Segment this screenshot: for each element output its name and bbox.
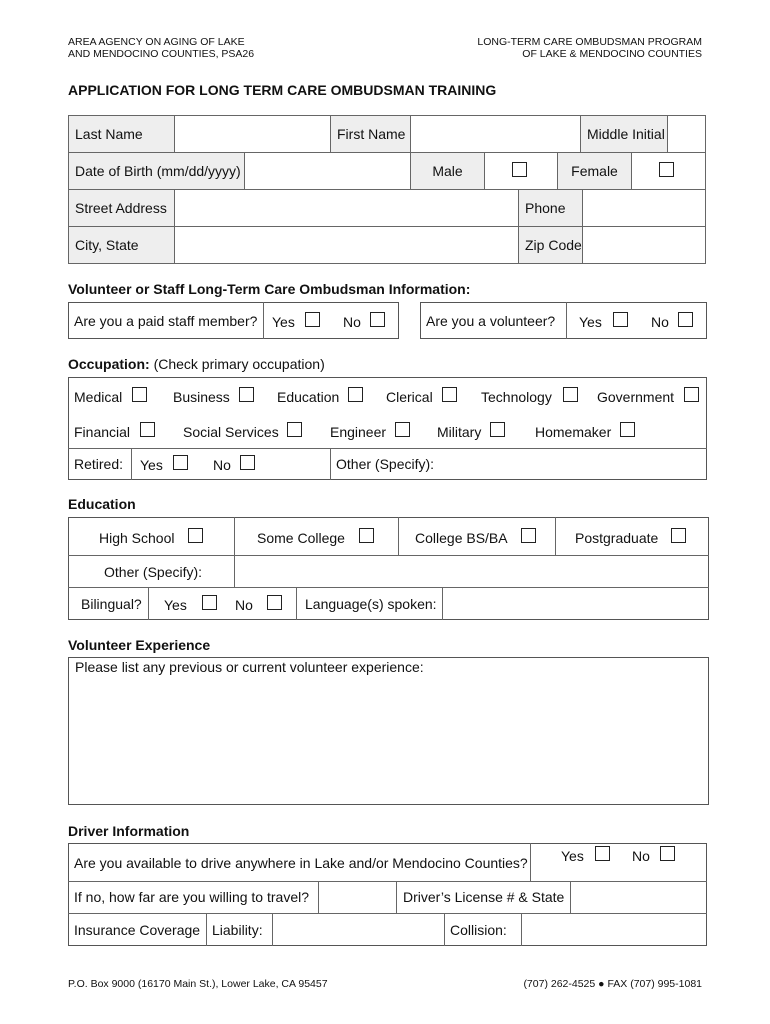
some-college-checkbox[interactable]	[359, 528, 374, 543]
agency-line-1: AREA AGENCY ON AGING OF LAKE	[68, 36, 245, 48]
retired-yes-label: Yes	[140, 457, 163, 473]
bilingual-yes-checkbox[interactable]	[202, 595, 217, 610]
languages-field[interactable]	[444, 589, 707, 618]
liability-field[interactable]	[274, 915, 442, 944]
bilingual-label: Bilingual?	[81, 596, 142, 612]
zip-label: Zip Code	[518, 226, 583, 264]
occupation-education: Education	[277, 389, 340, 405]
travel-distance-field[interactable]	[320, 883, 394, 911]
occupation-technology: Technology	[481, 389, 552, 405]
divider	[530, 843, 531, 881]
divider	[444, 913, 445, 946]
paid-staff-no-label: No	[343, 314, 361, 330]
retired-no-label: No	[213, 457, 231, 473]
financial-checkbox[interactable]	[140, 422, 155, 437]
occupation-military: Military	[437, 424, 482, 440]
government-checkbox[interactable]	[684, 387, 699, 402]
retired-yes-checkbox[interactable]	[173, 455, 188, 470]
female-label: Female	[557, 152, 632, 190]
education-some-college: Some College	[257, 530, 345, 546]
education-other-label: Other (Specify):	[104, 564, 203, 580]
business-checkbox[interactable]	[239, 387, 254, 402]
zip-field[interactable]	[582, 226, 706, 264]
postgraduate-checkbox[interactable]	[671, 528, 686, 543]
education-other-field[interactable]	[236, 557, 707, 586]
license-label: Driver’s License # & State	[403, 889, 565, 905]
bilingual-no-checkbox[interactable]	[267, 595, 282, 610]
first-name-label: First Name	[330, 115, 411, 153]
divider	[131, 448, 132, 480]
occupation-homemaker: Homemaker	[535, 424, 612, 440]
volunteer-yes-checkbox[interactable]	[613, 312, 628, 327]
social-services-checkbox[interactable]	[287, 422, 302, 437]
agency-line-2: AND MENDOCINO COUNTIES, PSA26	[68, 48, 255, 60]
volunteer-yes-label: Yes	[579, 314, 602, 330]
education-heading: Education	[68, 496, 136, 512]
footer-phone: (707) 262-4525	[523, 978, 596, 990]
education-checkbox[interactable]	[348, 387, 363, 402]
divider	[555, 517, 556, 555]
divider	[68, 555, 709, 556]
volunteer-question: Are you a volunteer?	[426, 313, 556, 329]
paid-staff-yes-label: Yes	[272, 314, 295, 330]
medical-checkbox[interactable]	[132, 387, 147, 402]
city-state-field[interactable]	[174, 226, 519, 264]
college-checkbox[interactable]	[521, 528, 536, 543]
occupation-title: Occupation:	[68, 356, 150, 372]
divider	[234, 517, 235, 587]
program-line-1: LONG-TERM CARE OMBUDSMAN PROGRAM	[477, 36, 702, 48]
divider	[521, 913, 522, 946]
street-field[interactable]	[174, 189, 519, 227]
dob-label: Date of Birth (mm/dd/yyyy)	[68, 152, 245, 190]
dob-field[interactable]	[244, 152, 411, 190]
license-field[interactable]	[572, 883, 705, 911]
divider	[398, 517, 399, 555]
divider	[68, 587, 709, 588]
program-header	[477, 36, 702, 60]
last-name-label: Last Name	[68, 115, 175, 153]
last-name-field[interactable]	[174, 115, 331, 153]
drive-no-label: No	[632, 848, 650, 864]
bilingual-no-label: No	[235, 597, 253, 613]
retired-label: Retired:	[74, 456, 124, 472]
occupation-engineer: Engineer	[330, 424, 387, 440]
drive-no-checkbox[interactable]	[660, 846, 675, 861]
collision-label: Collision:	[450, 922, 507, 938]
occupation-clerical: Clerical	[386, 389, 433, 405]
occupation-business: Business	[173, 389, 230, 405]
drive-yes-label: Yes	[561, 848, 584, 864]
first-name-field[interactable]	[410, 115, 581, 153]
divider	[296, 587, 297, 620]
footer-fax: FAX (707) 995-1081	[607, 978, 702, 990]
experience-prompt: Please list any previous or current volunteer experience:	[75, 659, 424, 675]
technology-checkbox[interactable]	[563, 387, 578, 402]
program-line-2: OF LAKE & MENDOCINO COUNTIES	[522, 48, 702, 60]
paid-staff-yes-checkbox[interactable]	[305, 312, 320, 327]
homemaker-checkbox[interactable]	[620, 422, 635, 437]
divider	[148, 587, 149, 620]
middle-initial-label: Middle Initial	[580, 115, 668, 153]
paid-staff-no-checkbox[interactable]	[370, 312, 385, 327]
divider	[570, 881, 571, 913]
footer-contact	[523, 978, 702, 990]
divider	[442, 587, 443, 620]
bullet-icon: ●	[598, 978, 605, 990]
divider	[330, 448, 331, 480]
education-college: College BS/BA	[415, 530, 508, 546]
occupation-heading	[68, 356, 325, 372]
occupation-medical: Medical	[74, 389, 123, 405]
middle-initial-field[interactable]	[667, 115, 706, 153]
divider	[396, 881, 397, 913]
divider	[68, 913, 707, 914]
collision-field[interactable]	[523, 915, 705, 944]
male-checkbox[interactable]	[512, 162, 527, 177]
divider	[68, 448, 707, 449]
engineer-checkbox[interactable]	[395, 422, 410, 437]
phone-field[interactable]	[582, 189, 706, 227]
divider	[263, 302, 264, 339]
divider	[206, 913, 207, 946]
experience-field[interactable]	[68, 657, 709, 805]
divider	[566, 302, 567, 339]
male-label: Male	[410, 152, 485, 190]
driver-heading: Driver Information	[68, 823, 190, 839]
drive-yes-checkbox[interactable]	[595, 846, 610, 861]
travel-distance-label: If no, how far are you willing to travel?	[74, 889, 310, 905]
education-postgraduate: Postgraduate	[575, 530, 659, 546]
retired-no-checkbox[interactable]	[240, 455, 255, 470]
divider	[68, 881, 707, 882]
city-state-label: City, State	[68, 226, 175, 264]
high-school-checkbox[interactable]	[188, 528, 203, 543]
occupation-social-services: Social Services	[183, 424, 279, 440]
occupation-financial: Financial	[74, 424, 131, 440]
occupation-government: Government	[597, 389, 675, 405]
occupation-note: (Check primary occupation)	[153, 356, 325, 372]
military-checkbox[interactable]	[490, 422, 505, 437]
volunteer-info-heading: Volunteer or Staff Long-Term Care Ombudsman Information:	[68, 281, 471, 297]
footer-address: P.O. Box 9000 (16170 Main St.), Lower Lake, CA 95457	[68, 978, 328, 990]
paid-staff-question: Are you a paid staff member?	[74, 313, 258, 329]
education-high-school: High School	[99, 530, 175, 546]
languages-label: Language(s) spoken:	[305, 596, 437, 612]
form-title: APPLICATION FOR LONG TERM CARE OMBUDSMAN TRAINING	[68, 82, 497, 98]
liability-label: Liability:	[212, 922, 263, 938]
insurance-label: Insurance Coverage	[74, 922, 201, 938]
experience-heading: Volunteer Experience	[68, 637, 211, 653]
phone-label: Phone	[518, 189, 583, 227]
divider	[318, 881, 319, 913]
bilingual-yes-label: Yes	[164, 597, 187, 613]
divider	[272, 913, 273, 946]
clerical-checkbox[interactable]	[442, 387, 457, 402]
street-label: Street Address	[68, 189, 175, 227]
female-checkbox[interactable]	[659, 162, 674, 177]
occupation-other-label: Other (Specify):	[336, 456, 435, 472]
volunteer-no-label: No	[651, 314, 669, 330]
agency-header	[68, 36, 254, 60]
volunteer-no-checkbox[interactable]	[678, 312, 693, 327]
drive-availability-question: Are you available to drive anywhere in Lake and/or Mendocino Counties?	[74, 855, 528, 871]
